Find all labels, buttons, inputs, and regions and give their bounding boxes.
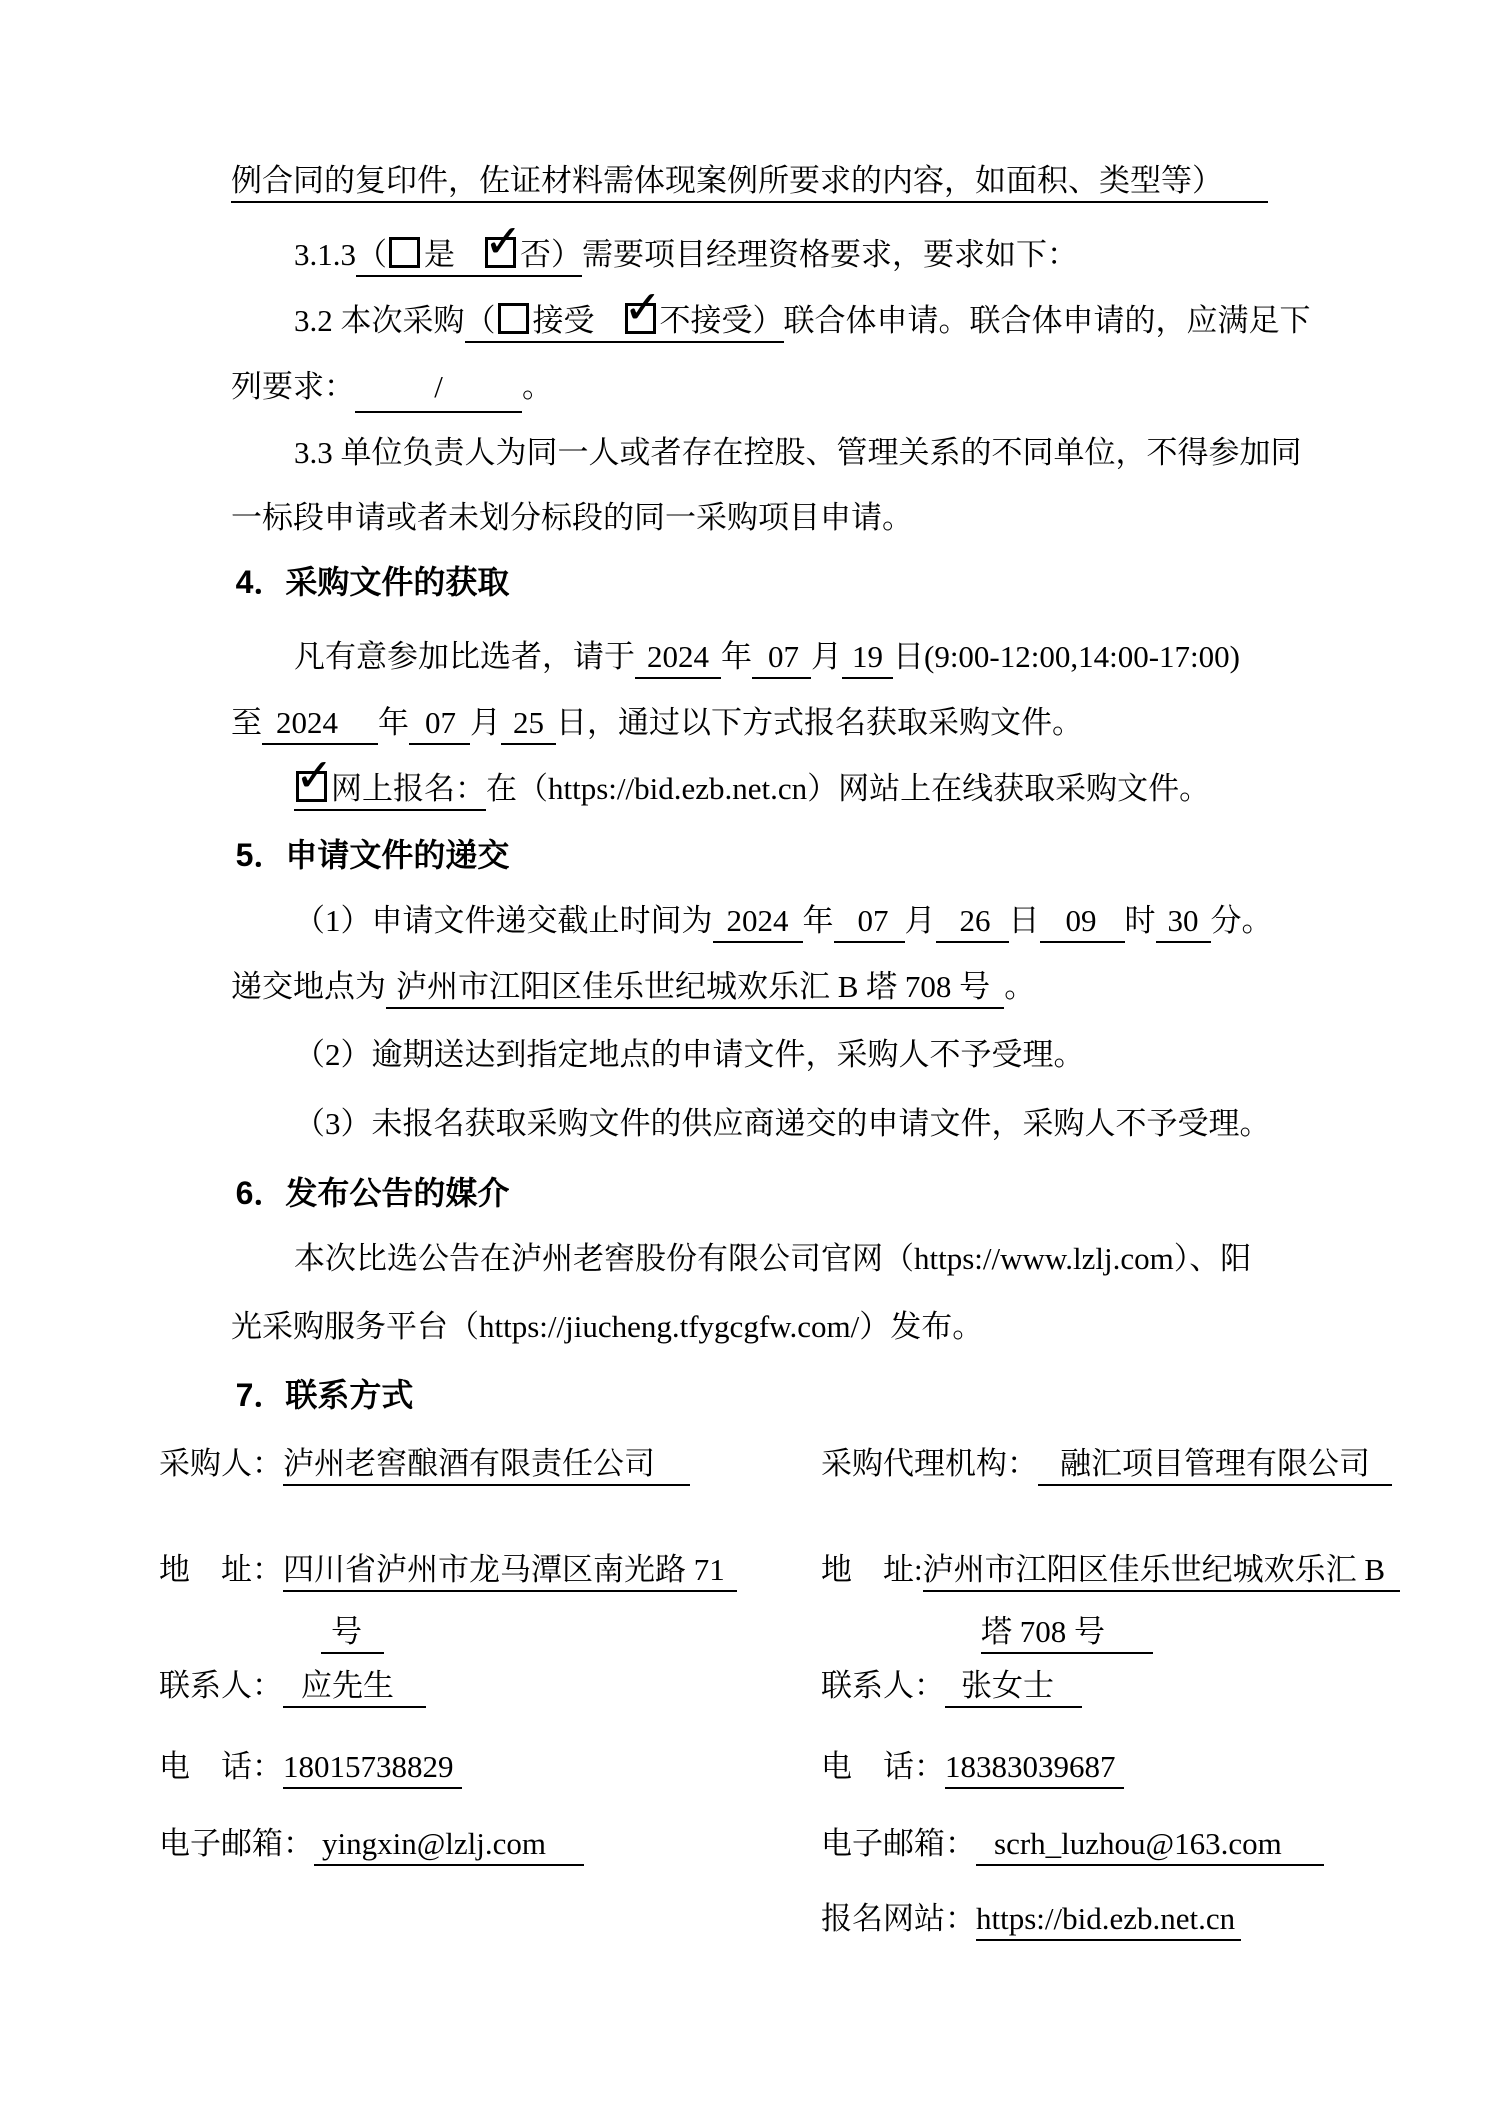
agency-label: 采购代理机构： xyxy=(821,1446,1038,1481)
buyer-email-value: yingxin@lzlj.com xyxy=(314,1826,584,1866)
signup-site-row xyxy=(790,1856,1241,1982)
sec6-text2: 光采购服务平台（https://jiucheng.tfygcgfw.com/）发布。 xyxy=(231,1309,984,1344)
hour-field: 09 xyxy=(1040,903,1125,943)
signup-site-value: https://bid.ezb.net.cn xyxy=(976,1901,1241,1941)
year-label: 年 xyxy=(802,903,834,938)
buyer-value: 泸州老窖酿酒有限责任公司 xyxy=(283,1446,690,1486)
clause-313-text: 需要项目经理资格要求，要求如下： xyxy=(582,237,1078,272)
clause-313-no-label: 否 xyxy=(520,237,551,272)
email-label: 电子邮箱： xyxy=(821,1826,976,1861)
clause-32-prefix: 3.2 本次采购 xyxy=(294,303,465,338)
contact-label: 联系人： xyxy=(821,1668,945,1703)
clause-carryover-text: 例合同的复印件，佐证材料需体现案例所要求的内容，如面积、类型等） xyxy=(231,163,1268,203)
section-5-heading-text: 5．申请文件的递交 xyxy=(235,837,510,873)
buyer-email-row xyxy=(128,1781,584,1907)
agency-address-line2: 塔 708 号 xyxy=(981,1614,1153,1654)
online-signup-label: 网上报名： xyxy=(331,771,486,806)
month-field: 07 xyxy=(834,903,905,943)
sec4-l2-pre: 至 xyxy=(231,705,262,740)
minute-field: 30 xyxy=(1156,903,1211,943)
buyer-phone-value: 18015738829 xyxy=(283,1749,462,1789)
checkbox-checked-icon xyxy=(625,303,656,334)
section-7-heading-text: 7．联系方式 xyxy=(235,1377,414,1413)
sec5-i1-pre: （1）申请文件递交截止时间为 xyxy=(294,903,713,938)
agency-value: 融汇项目管理有限公司 xyxy=(1038,1446,1392,1486)
blank-slash-field: / xyxy=(355,366,522,413)
sec6-text1: 本次比选公告在泸州老窖股份有限公司官网（https://www.lzlj.com）、阳 xyxy=(294,1241,1252,1276)
online-signup-text: 在（https://bid.ezb.net.cn）网站上在线获取采购文件。 xyxy=(486,771,1211,806)
buyer-label: 采购人： xyxy=(159,1446,283,1481)
buyer-address-line2: 号 xyxy=(321,1614,384,1654)
day-field: 19 xyxy=(842,639,893,679)
period: 。 xyxy=(1004,969,1036,1004)
sec5-i1b-pre: 递交地点为 xyxy=(231,969,386,1004)
year-label: 年 xyxy=(721,639,752,674)
address-label: 地 址: xyxy=(821,1552,923,1587)
clause-32-accept-label: 接受 xyxy=(532,303,595,338)
sec5-i1-rest: 分。 xyxy=(1210,903,1273,938)
paren-close: ） xyxy=(752,303,784,338)
agency-address-line1: 泸州市江阳区佳乐世纪城欢乐汇 B xyxy=(923,1552,1400,1592)
address-label: 地 址： xyxy=(159,1552,283,1587)
buyer-address-line1: 四川省泸州市龙马潭区南光路 71 xyxy=(283,1552,737,1592)
year-label: 年 xyxy=(378,705,409,740)
day-label: 日 xyxy=(1008,903,1040,938)
month-label: 月 xyxy=(811,639,842,674)
agency-email-value: scrh_luzhou@163.com xyxy=(976,1826,1324,1866)
year-field: 2024 xyxy=(713,903,803,943)
email-label: 电子邮箱： xyxy=(159,1826,314,1861)
day-field: 25 xyxy=(501,705,556,745)
phone-label: 电 话： xyxy=(159,1749,283,1784)
section-6-heading-text: 6．发布公告的媒介 xyxy=(235,1175,510,1211)
sec4-l2-rest: 日，通过以下方式报名获取采购文件。 xyxy=(556,705,1083,740)
clause-33-text1: 3.3 单位负责人为同一人或者存在控股、管理关系的不同单位，不得参加同 xyxy=(294,435,1302,470)
contact-label: 联系人： xyxy=(159,1668,283,1703)
hour-label: 时 xyxy=(1124,903,1156,938)
agency-contact-value: 张女士 xyxy=(945,1668,1082,1708)
clause-33-text2: 一标段申请或者未划分标段的同一采购项目申请。 xyxy=(231,500,913,535)
delivery-place-field: 泸州市江阳区佳乐世纪城欢乐汇 B 塔 708 号 xyxy=(386,969,1004,1009)
clause-32-cont-label: 列要求： xyxy=(231,369,355,404)
clause-313-number: 3.1.3 xyxy=(294,237,356,272)
buyer-address-row xyxy=(128,1507,737,1633)
sec5-item3-text: （3）未报名获取采购文件的供应商递交的申请文件，采购人不予受理。 xyxy=(294,1106,1271,1141)
section-4-heading-text: 4．采购文件的获取 xyxy=(235,564,510,600)
paren-open: （ xyxy=(464,303,496,338)
year-field: 2024 xyxy=(635,639,721,679)
sec5-item2-text: （2）逾期送达到指定地点的申请文件，采购人不予受理。 xyxy=(294,1037,1085,1072)
month-field: 07 xyxy=(409,705,470,745)
sec4-l1-rest: 日(9:00-12:00,14:00-17:00) xyxy=(893,639,1240,674)
sec4-l1-pre: 凡有意参加比选者，请于 xyxy=(294,639,635,674)
agency-phone-value: 18383039687 xyxy=(945,1749,1124,1789)
year-field: 2024 xyxy=(262,705,378,745)
paren-close: ） xyxy=(551,237,582,272)
buyer-contact-value: 应先生 xyxy=(283,1668,426,1708)
period: 。 xyxy=(522,369,553,404)
signup-site-label: 报名网站： xyxy=(821,1901,976,1936)
day-field: 26 xyxy=(936,903,1009,943)
phone-label: 电 话： xyxy=(821,1749,945,1784)
clause-313-yes-label: 是 xyxy=(424,237,455,272)
clause-32-text: 联合体申请。联合体申请的，应满足下 xyxy=(783,303,1311,338)
month-label: 月 xyxy=(470,705,501,740)
clause-32-reject-label: 不接受 xyxy=(659,303,753,338)
month-label: 月 xyxy=(904,903,936,938)
paren-open: （ xyxy=(356,237,387,272)
month-field: 07 xyxy=(752,639,811,679)
